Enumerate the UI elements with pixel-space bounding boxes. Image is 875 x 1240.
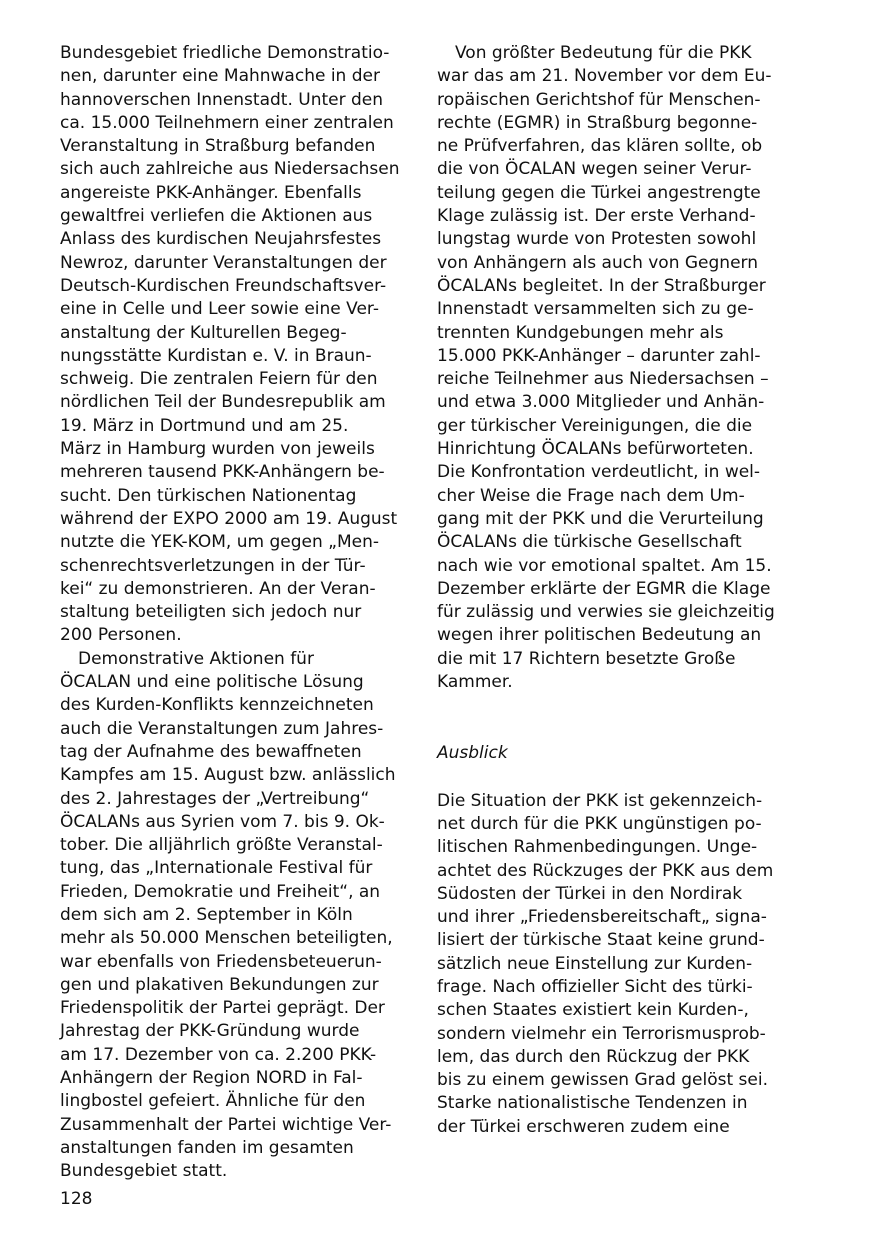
text-line: nen, darunter eine Mahnwache in der (60, 66, 380, 87)
text-line: Die Situation der PKK ist gekennzeich- (437, 790, 763, 811)
text-line: und etwa 3.000 Mitglieder und Anhän- (437, 392, 765, 413)
text-line: nungsstätte Kurdistan e. V. in Braun- (60, 345, 372, 366)
text-line: Kampfes am 15. August bzw. anlässlich (60, 765, 396, 786)
text-line: reiche Teilnehmer aus Niedersachsen – (437, 369, 769, 390)
text-line: ÖCALAN und eine politische Lösung (60, 672, 364, 693)
text-line: lisiert der türkische Staat keine grund- (437, 930, 765, 951)
text-line: gang mit der PKK und die Verurteilung (437, 508, 764, 529)
text-line: des Kurden-Konflikts kennzeichneten (60, 695, 374, 716)
text-line: nördlichen Teil der Bundesrepublik am (60, 392, 386, 413)
text-line: Südosten der Türkei in den Nordirak (437, 883, 743, 904)
text-line: Friedenspolitik der Partei geprägt. Der (60, 998, 385, 1019)
text-line: Bundesgebiet statt. (60, 1161, 228, 1182)
text-line: ne Prüfverfahren, das klären sollte, ob (437, 136, 763, 157)
spacer (437, 694, 787, 742)
text-line: Deutsch-Kurdischen Freundschaftsver- (60, 275, 387, 296)
text-line: Anhängern der Region NORD in Fal- (60, 1068, 363, 1089)
text-line: Bundesgebiet friedliche Demonstratio- (60, 43, 390, 63)
text-line: Kammer. (437, 672, 513, 693)
text-line: trennten Kundgebungen mehr als (437, 322, 724, 343)
text-line: sucht. Den türkischen Nationentag (60, 485, 357, 506)
text-line: teilung gegen die Türkei angestrengte (437, 182, 761, 203)
text-line: Demonstrative Aktionen für (78, 648, 314, 669)
right-paragraph-2 (437, 790, 787, 1139)
spacer (437, 766, 787, 790)
text-line: während der EXPO 2000 am 19. August (60, 508, 398, 529)
text-line: lingbostel gefeiert. Ähnliche für den (60, 1091, 366, 1112)
text-line: ÖCALANs aus Syrien vom 7. bis 9. Ok- (60, 811, 385, 832)
text-line: staltung beteiligten sich jedoch nur (60, 602, 362, 623)
right-column (437, 42, 787, 1139)
text-line: anstaltungen fanden im gesamten (60, 1137, 354, 1158)
text-line: anstaltung der Kulturellen Begeg- (60, 322, 347, 343)
text-line: schweig. Die zentralen Feiern für den (60, 369, 378, 390)
text-line: tag der Aufnahme des bewaffneten (60, 741, 362, 762)
text-line: März in Hamburg wurden von jeweils (60, 439, 375, 460)
text-line: die von ÖCALAN wegen seiner Verur- (437, 159, 752, 180)
text-line: von Anhängern als auch von Gegnern (437, 252, 759, 273)
text-line: bis zu einem gewissen Grad gelöst sei. (437, 1070, 769, 1091)
text-line: Innenstadt versammelten sich zu ge- (437, 299, 754, 320)
text-line: net durch für die PKK ungünstigen po- (437, 813, 762, 834)
text-line: ropäischen Gerichtshof für Menschen- (437, 89, 761, 110)
text-line: Die Konfrontation verdeutlicht, in wel- (437, 462, 761, 483)
right-paragraph-1 (437, 42, 787, 694)
text-line: cher Weise die Frage nach dem Um- (437, 485, 745, 506)
text-line: nutzte die YEK-KOM, um gegen „Men- (60, 532, 379, 553)
text-line: Newroz, darunter Veranstaltungen der (60, 252, 387, 273)
text-line: Zusammenhalt der Partei wichtige Ver- (60, 1114, 392, 1135)
text-line: hannoverschen Innenstadt. Unter den (60, 89, 384, 110)
text-line: auch die Veranstaltungen zum Jahres- (60, 718, 384, 739)
left-paragraph-1 (60, 42, 410, 648)
text-line: litischen Rahmenbedingungen. Unge- (437, 837, 758, 858)
text-line: schen Staates existiert kein Kurden-, (437, 1000, 749, 1021)
text-line: kei“ zu demonstrieren. An der Veran- (60, 578, 376, 599)
left-paragraph-2 (60, 648, 410, 1184)
text-line: lungstag wurde von Protesten sowohl (437, 229, 757, 250)
text-line: mehr als 50.000 Menschen beteiligten, (60, 928, 393, 949)
text-line: frage. Nach offizieller Sicht des türki- (437, 976, 753, 997)
text-line: Dezember erklärte der EGMR die Klage (437, 578, 771, 599)
text-line: gen und plakativen Bekundungen zur (60, 974, 379, 995)
left-column (60, 42, 410, 1184)
text-line: sätzlich neue Einstellung zur Kurden- (437, 953, 753, 974)
text-line: die mit 17 Richtern besetzte Große (437, 648, 736, 669)
text-line: nach wie vor emotional spaltet. Am 15. (437, 555, 772, 576)
text-line: war ebenfalls von Friedensbeteuerun- (60, 951, 382, 972)
text-line: 200 Personen. (60, 625, 182, 646)
text-line: tober. Die alljährlich größte Veranstal- (60, 835, 383, 856)
text-line: 19. März in Dortmund und am 25. (60, 415, 349, 436)
text-line: und ihrer „Friedensbereitschaft„ signa- (437, 907, 767, 928)
text-line: Hinrichtung ÖCALANs befürworteten. (437, 439, 754, 460)
text-line: ÖCALANs die türkische Gesellschaft (437, 532, 742, 553)
text-line: schenrechtsverletzungen in der Tür- (60, 555, 366, 576)
text-line: Frieden, Demokratie und Freiheit“, an (60, 881, 381, 902)
text-line: 15.000 PKK-Anhänger – darunter zahl- (437, 345, 761, 366)
section-heading-ausblick: Ausblick (437, 743, 508, 764)
text-line: ger türkischer Vereinigungen, die die (437, 415, 753, 436)
text-line: ÖCALANs begleitet. In der Straßburger (437, 275, 766, 296)
text-line: Anlass des kurdischen Neujahrsfestes (60, 229, 382, 250)
text-line: ca. 15.000 Teilnehmern einer zentralen (60, 112, 394, 133)
text-line: am 17. Dezember von ca. 2.200 PKK- (60, 1044, 377, 1065)
text-line: mehreren tausend PKK-Anhängern be- (60, 462, 385, 483)
text-line: gewaltfrei verliefen die Aktionen aus (60, 206, 373, 227)
text-line: Veranstaltung in Straßburg befanden (60, 136, 376, 157)
page-number: 128 (60, 1189, 93, 1209)
text-line: Jahrestag der PKK-Gründung wurde (60, 1021, 360, 1042)
text-line: sich auch zahlreiche aus Niedersachsen (60, 159, 400, 180)
text-line: rechte (EGMR) in Straßburg begonne- (437, 112, 758, 133)
text-line: des 2. Jahrestages der „Vertreibung“ (60, 788, 370, 809)
text-line: der Türkei erschweren zudem eine (437, 1116, 730, 1137)
text-line: Von größter Bedeutung für die PKK (455, 43, 752, 63)
text-line: angereiste PKK-Anhänger. Ebenfalls (60, 182, 362, 203)
text-line: war das am 21. November vor dem Eu- (437, 66, 772, 87)
text-line: sondern vielmehr ein Terrorismusprob- (437, 1023, 766, 1044)
text-line: tung, das „Internationale Festival für (60, 858, 373, 879)
text-line: eine in Celle und Leer sowie eine Ver- (60, 299, 379, 320)
text-line: für zulässig und verwies sie gleichzeitig (437, 602, 775, 623)
text-line: dem sich am 2. September in Köln (60, 904, 353, 925)
text-line: Starke nationalistische Tendenzen in (437, 1093, 748, 1114)
text-line: Klage zulässig ist. Der erste Verhand- (437, 206, 756, 227)
text-line: wegen ihrer politischen Bedeutung an (437, 625, 762, 646)
text-line: lem, das durch den Rückzug der PKK (437, 1046, 750, 1067)
text-line: achtet des Rückzuges der PKK aus dem (437, 860, 774, 881)
